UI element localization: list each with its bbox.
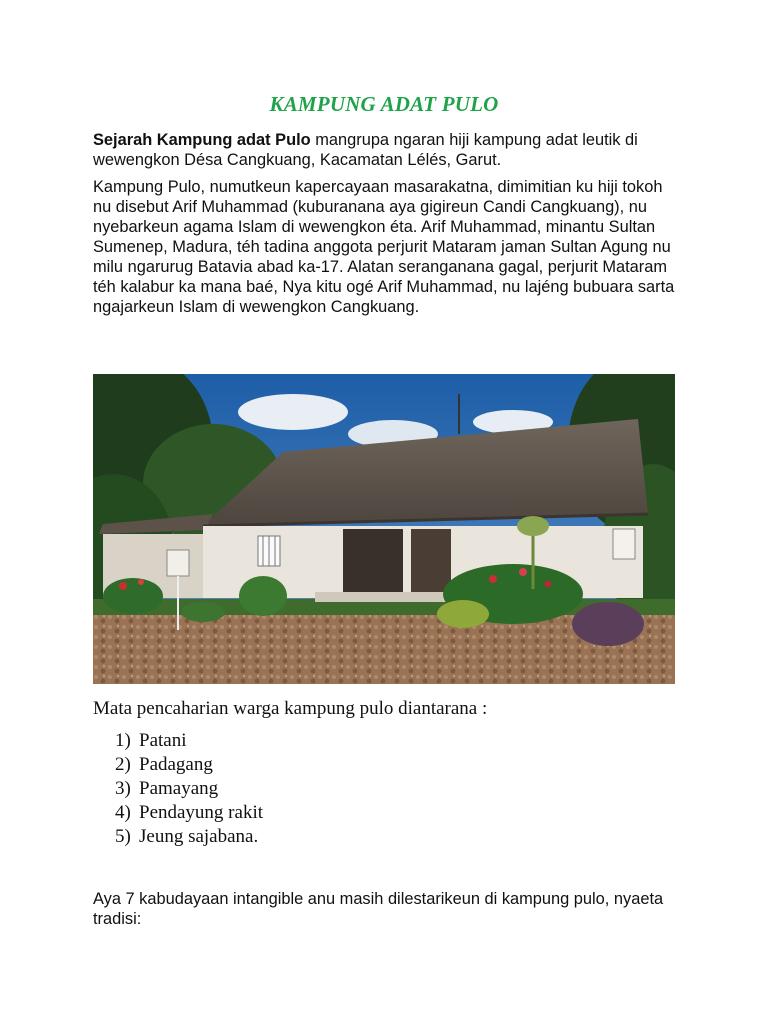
house-door — [343, 529, 403, 594]
traditional-house-photo — [93, 374, 675, 684]
sign-board — [167, 550, 189, 576]
list-text: Padagang — [139, 754, 213, 775]
page-title: KAMPUNG ADAT PULO — [269, 92, 499, 116]
list-item — [115, 825, 263, 849]
cloud-shape — [238, 394, 348, 430]
list-number: 1) — [115, 730, 131, 751]
list-number: 4) — [115, 802, 131, 823]
traditions-paragraph: Aya 7 kabudayaan intangible anu masih dilestarikeun di kampung pulo, nyaeta tradisi: — [93, 890, 664, 928]
list-number: 3) — [115, 778, 131, 799]
intro-paragraph — [93, 130, 683, 170]
list-number: 2) — [115, 754, 131, 775]
list-item — [115, 801, 263, 825]
list-item — [115, 729, 263, 753]
list-text: Patani — [139, 730, 187, 751]
history-paragraph: Kampung Pulo, numutkeun kapercayaan masarakatna, dimimitian ku hiji tokoh nu disebut Arif Muhammad (kuburanana aya gigireun Candi Cangkuang), nu nyebarkeun agama Islam di wewengkon éta. Arif Muhammad, minantu Sultan Sumenep, Madura, téh tadina anggota perjurit Mataram jaman Sultan Agung nu milu ngarurug Batavia abad ka-17. Alatan seranganana gagal, perjurit Mataram téh kalabur ka mana baé, Nya kitu ogé Arif Muhammad, nu lajéng bubuara sarta ngajarkeun Islam di wewengkon Cangkuang. — [93, 178, 675, 316]
list-item — [115, 753, 263, 777]
livelihood-list — [115, 729, 263, 849]
list-text: Jeung sajabana. — [139, 826, 259, 847]
list-number: 5) — [115, 826, 131, 847]
list-text: Pendayung rakit — [139, 802, 264, 823]
list-text: Pamayang — [139, 778, 219, 799]
livelihood-heading: Mata pencaharian warga kampung pulo diantarana : — [93, 698, 488, 719]
intro-text: mangrupa ngaran hiji kampung adat leutik di wewengkon Désa Cangkuang, Kacamatan Lélés, Garut. — [93, 131, 638, 169]
list-item — [115, 777, 263, 801]
intro-bold-lead: Sejarah Kampung adat Pulo — [93, 131, 311, 149]
